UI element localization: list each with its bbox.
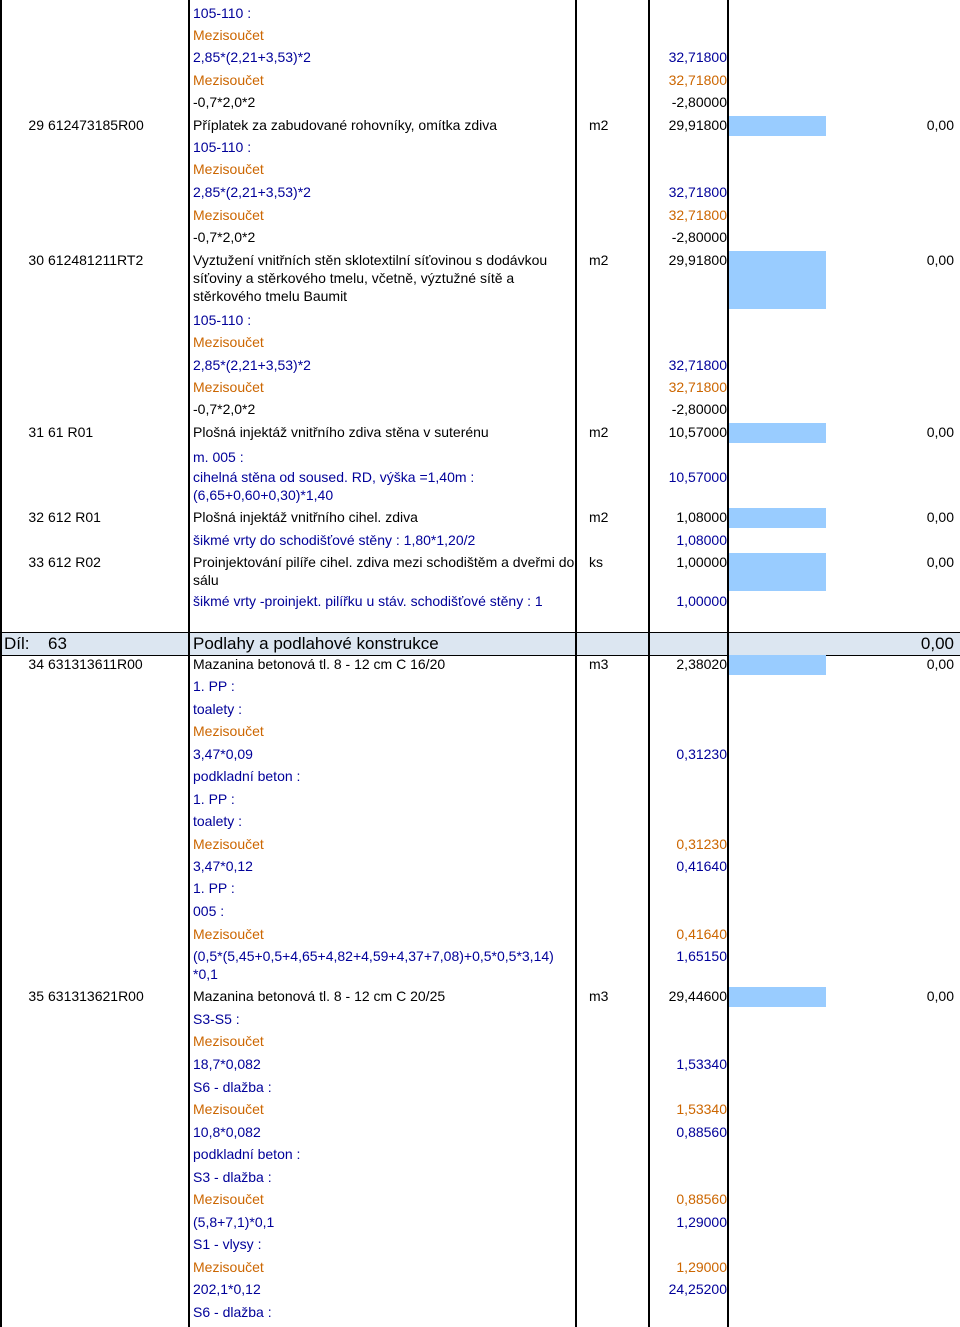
subrow-text: toalety : xyxy=(193,701,243,717)
subrow-text: -0,7*2,0*2 xyxy=(193,229,256,245)
item-price: 0,00 xyxy=(926,424,954,440)
subrow-text: S3-S5 : xyxy=(193,1011,240,1027)
subrow-text: Mezisoučet xyxy=(193,1033,264,1049)
subrow xyxy=(0,356,960,376)
section-label: Díl: xyxy=(4,634,30,653)
subrow xyxy=(0,378,960,398)
subrow xyxy=(0,677,960,697)
item-row xyxy=(0,423,960,443)
subrow-text: Mezisoučet xyxy=(193,1101,264,1117)
subrow-quantity: 1,53340 xyxy=(676,1101,727,1117)
item-quantity: 2,38020 xyxy=(676,656,727,672)
subrow-text: šikmé vrty -proinjekt. pilířku u stáv. schodišťové stěny : 1 xyxy=(193,593,543,609)
subrow xyxy=(0,812,960,832)
item-row xyxy=(0,116,960,136)
item-unit: ks xyxy=(589,554,603,570)
item-unit: m3 xyxy=(589,656,609,672)
item-code: 612 R01 xyxy=(48,509,101,525)
item-unit: m2 xyxy=(589,424,609,440)
subrow-quantity: -2,80000 xyxy=(671,94,727,110)
subrow xyxy=(0,228,960,248)
item-quantity: 1,00000 xyxy=(676,554,727,570)
column-divider xyxy=(648,0,650,1327)
item-description: Plošná injektáž vnitřního zdiva stěna v suterénu xyxy=(193,424,489,440)
subrow-text: Mezisoučet xyxy=(193,926,264,942)
subrow-text: 105-110 : xyxy=(193,139,252,155)
subrow-quantity: -2,80000 xyxy=(671,229,727,245)
subrow-text: S6 - dlažba : xyxy=(193,1079,272,1095)
subrow xyxy=(0,700,960,720)
item-row xyxy=(0,553,960,591)
subrow xyxy=(0,531,960,551)
subrow-text: 2,85*(2,21+3,53)*2 xyxy=(193,184,311,200)
column-divider xyxy=(0,0,2,1327)
item-row xyxy=(0,987,960,1007)
item-unit: m2 xyxy=(589,252,609,268)
subrow xyxy=(0,767,960,787)
section-total: 0,00 xyxy=(920,634,954,653)
item-description: Mazanina betonová tl. 8 - 12 cm C 16/20 xyxy=(193,656,446,672)
subrow-text: 202,1*0,12 xyxy=(193,1281,261,1297)
column-divider xyxy=(727,0,729,1327)
section-header xyxy=(0,632,960,656)
subrow-text: 1. PP : xyxy=(193,791,235,807)
subrow-quantity: 0,41640 xyxy=(676,858,727,874)
item-quantity: 29,44600 xyxy=(668,988,727,1004)
item-price: 0,00 xyxy=(926,117,954,133)
subrow-text: Mezisoučet xyxy=(193,27,264,43)
subrow-text: Mezisoučet xyxy=(193,334,264,350)
subrow-text: S3 - dlažba : xyxy=(193,1169,272,1185)
subrow-text: 105-110 : xyxy=(193,5,252,21)
item-row xyxy=(0,251,960,309)
subrow xyxy=(0,902,960,922)
column-divider xyxy=(188,0,190,1327)
item-quantity: 29,91800 xyxy=(668,252,727,268)
subrow xyxy=(0,400,960,420)
subrow-quantity: 10,57000 xyxy=(668,469,727,485)
subrow xyxy=(0,1010,960,1030)
subrow-text: Mezisoučet xyxy=(193,379,264,395)
subrow-text: (5,8+7,1)*0,1 xyxy=(193,1214,275,1230)
subrow-quantity: 32,71800 xyxy=(668,357,727,373)
section-code: 63 xyxy=(48,634,67,653)
subrow-text: šikmé vrty do schodišťové stěny : 1,80*1,20/2 xyxy=(193,532,476,548)
subrow-quantity: 1,53340 xyxy=(676,1056,727,1072)
item-unit: m2 xyxy=(589,117,609,133)
subrow-text: cihelná stěna od soused. RD, výška =1,40m : (6,65+0,60+0,30)*1,40 xyxy=(193,469,475,503)
subrow-quantity: 0,41640 xyxy=(676,926,727,942)
subrow xyxy=(0,71,960,91)
subrow xyxy=(0,592,960,612)
subrow-quantity: -2,80000 xyxy=(671,401,727,417)
subrow xyxy=(0,1123,960,1143)
subrow xyxy=(0,1280,960,1300)
subrow-quantity: 0,88560 xyxy=(676,1124,727,1140)
item-description: Mazanina betonová tl. 8 - 12 cm C 20/25 xyxy=(193,988,446,1004)
subrow-quantity: 32,71800 xyxy=(668,72,727,88)
subrow xyxy=(0,93,960,113)
item-number: 33 xyxy=(28,554,44,570)
subrow xyxy=(0,1258,960,1278)
subrow xyxy=(0,160,960,180)
subrow xyxy=(0,48,960,68)
item-number: 32 xyxy=(28,509,44,525)
item-number: 34 xyxy=(28,656,44,672)
subrow xyxy=(0,835,960,855)
subrow xyxy=(0,1145,960,1165)
subrow xyxy=(0,947,960,985)
item-code: 631313621R00 xyxy=(48,988,144,1004)
item-description: Vyztužení vnitřních stěn sklotextilní síťovinou s dodávkou síťoviny a stěrkového tmelu, včetně, výztužné sítě a stěrkového tmelu Baumit xyxy=(193,252,548,304)
subrow-quantity: 1,00000 xyxy=(676,593,727,609)
subrow-text: -0,7*2,0*2 xyxy=(193,401,256,417)
subrow xyxy=(0,206,960,226)
subrow xyxy=(0,1213,960,1233)
subrow-text: 2,85*(2,21+3,53)*2 xyxy=(193,357,311,373)
item-quantity: 29,91800 xyxy=(668,117,727,133)
subrow-text: Mezisoučet xyxy=(193,1191,264,1207)
subrow xyxy=(0,1190,960,1210)
item-description: Proinjektování pilíře cihel. zdiva mezi schodištěm a dveřmi do sálu xyxy=(193,554,575,588)
subrow-quantity: 1,29000 xyxy=(676,1259,727,1275)
subrow-text: Mezisoučet xyxy=(193,161,264,177)
subrow xyxy=(0,448,960,468)
item-quantity: 10,57000 xyxy=(668,424,727,440)
item-code: 612 R02 xyxy=(48,554,101,570)
subrow-quantity: 0,88560 xyxy=(676,1191,727,1207)
subrow xyxy=(0,1032,960,1052)
subrow-text: 1. PP : xyxy=(193,678,235,694)
subrow-quantity: 32,71800 xyxy=(668,49,727,65)
item-row xyxy=(0,655,960,675)
subrow-quantity: 1,08000 xyxy=(676,532,727,548)
item-code: 612473185R00 xyxy=(48,117,144,133)
subrow-quantity: 24,25200 xyxy=(668,1281,727,1297)
subrow-text: (0,5*(5,45+0,5+4,65+4,82+4,59+4,37+7,08)+0,5*0,5*3,14) *0,1 xyxy=(193,948,554,982)
subrow xyxy=(0,722,960,742)
subrow-text: S6 - dlažba : xyxy=(193,1304,272,1320)
subrow-quantity: 0,31230 xyxy=(676,836,727,852)
subrow-text: 10,8*0,082 xyxy=(193,1124,261,1140)
item-description: Příplatek za zabudované rohovníky, omítka zdiva xyxy=(193,117,498,133)
subrow-quantity: 32,71800 xyxy=(668,184,727,200)
item-price: 0,00 xyxy=(926,554,954,570)
subrow xyxy=(0,1078,960,1098)
subrow-text: podkladní beton : xyxy=(193,768,301,784)
subrow-quantity: 32,71800 xyxy=(668,207,727,223)
subrow-text: podkladní beton : xyxy=(193,1146,301,1162)
subrow xyxy=(0,1055,960,1075)
item-unit: m2 xyxy=(589,509,609,525)
subrow xyxy=(0,1235,960,1255)
column-divider xyxy=(575,0,577,1327)
subrow xyxy=(0,4,960,24)
subrow-quantity: 1,65150 xyxy=(676,948,727,964)
subrow-text: Mezisoučet xyxy=(193,836,264,852)
subrow-text: S1 - vlysy : xyxy=(193,1236,262,1252)
item-price: 0,00 xyxy=(926,988,954,1004)
subrow xyxy=(0,183,960,203)
subrow-text: Mezisoučet xyxy=(193,207,264,223)
item-row xyxy=(0,508,960,528)
subrow xyxy=(0,1303,960,1323)
subrow xyxy=(0,745,960,765)
subrow xyxy=(0,857,960,877)
item-number: 35 xyxy=(28,988,44,1004)
subrow-quantity: 1,29000 xyxy=(676,1214,727,1230)
subrow-text: m. 005 : xyxy=(193,449,244,465)
subrow-text: Mezisoučet xyxy=(193,723,264,739)
item-number: 29 xyxy=(28,117,44,133)
subrow-text: 1. PP : xyxy=(193,880,235,896)
item-code: 61 R01 xyxy=(48,424,94,440)
subrow xyxy=(0,333,960,353)
subrow xyxy=(0,138,960,158)
item-code: 612481211RT2 xyxy=(48,252,144,268)
subrow-text: toalety : xyxy=(193,813,243,829)
item-quantity: 1,08000 xyxy=(676,509,727,525)
item-price: 0,00 xyxy=(926,656,954,672)
subrow-quantity: 32,71800 xyxy=(668,379,727,395)
subrow xyxy=(0,925,960,945)
subrow-text: 005 : xyxy=(193,903,225,919)
item-number: 30 xyxy=(28,252,44,268)
subrow-text: 2,85*(2,21+3,53)*2 xyxy=(193,49,311,65)
subrow-text: -0,7*2,0*2 xyxy=(193,94,256,110)
subrow xyxy=(0,790,960,810)
subrow-text: Mezisoučet xyxy=(193,72,264,88)
subrow-text: 3,47*0,12 xyxy=(193,858,253,874)
subrow-quantity: 0,31230 xyxy=(676,746,727,762)
item-code: 631313611R00 xyxy=(48,656,143,672)
subrow xyxy=(0,879,960,899)
item-price: 0,00 xyxy=(926,252,954,268)
item-number: 31 xyxy=(28,424,44,440)
subrow-text: 3,47*0,09 xyxy=(193,746,253,762)
item-description: Plošná injektáž vnitřního cihel. zdiva xyxy=(193,509,418,525)
subrow-text: 18,7*0,082 xyxy=(193,1056,261,1072)
subrow xyxy=(0,1100,960,1120)
subrow xyxy=(0,468,960,506)
subrow xyxy=(0,311,960,331)
section-title: Podlahy a podlahové konstrukce xyxy=(193,634,439,653)
item-price: 0,00 xyxy=(926,509,954,525)
subrow-text: Mezisoučet xyxy=(193,1259,264,1275)
subrow xyxy=(0,26,960,46)
item-unit: m3 xyxy=(589,988,609,1004)
subrow-text: 105-110 : xyxy=(193,312,252,328)
subrow xyxy=(0,1168,960,1188)
